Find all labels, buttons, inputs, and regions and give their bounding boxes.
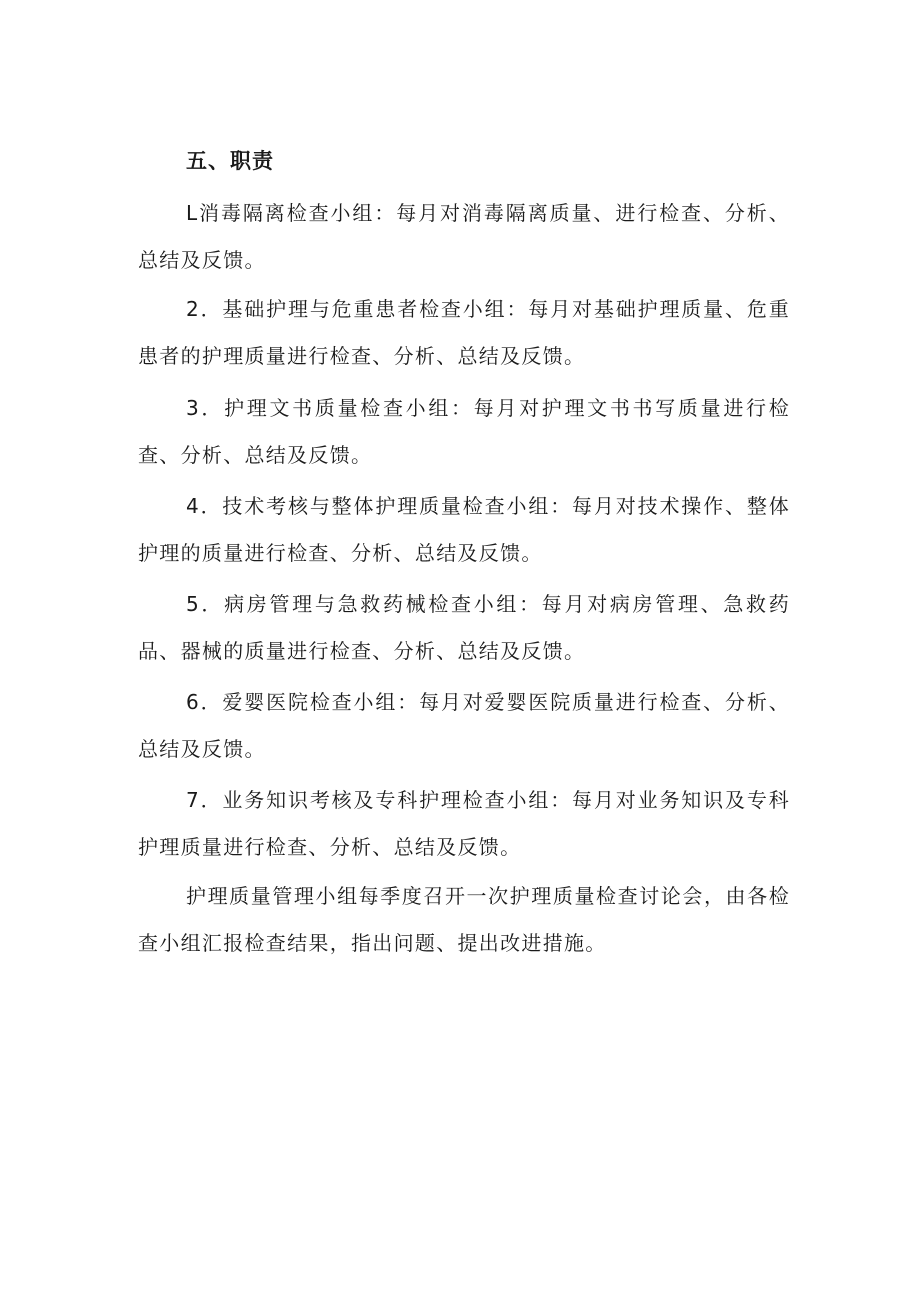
duty-paragraph-basic-care: 2．基础护理与危重患者检查小组：每月对基础护理质量、危重患者的护理质量进行检查、分析、总结及反馈。 [138, 297, 790, 368]
duty-paragraph-professional-knowledge: 7．业务知识考核及专科护理检查小组：每月对业务知识及专科护理质量进行检查、分析、总结及反馈。 [138, 788, 790, 859]
duty-paragraph-quarterly-meeting: 护理质量管理小组每季度召开一次护理质量检查讨论会，由各检查小组汇报检查结果，指出问题、提出改进措施。 [138, 884, 790, 955]
duty-paragraph-ward-management: 5．病房管理与急救药械检查小组：每月对病房管理、急救药品、器械的质量进行检查、分析、总结及反馈。 [138, 592, 790, 663]
duty-paragraph-baby-friendly-hospital: 6．爱婴医院检查小组：每月对爱婴医院质量进行检查、分析、总结及反馈。 [138, 690, 790, 761]
duty-paragraph-disinfection: L消毒隔离检查小组：每月对消毒隔离质量、进行检查、分析、总结及反馈。 [138, 201, 790, 272]
duty-paragraph-technical-assessment: 4．技术考核与整体护理质量检查小组：每月对技术操作、整体护理的质量进行检查、分析、总结及反馈。 [138, 494, 790, 565]
duty-paragraph-nursing-documents: 3．护理文书质量检查小组：每月对护理文书书写质量进行检查、分析、总结及反馈。 [138, 396, 790, 467]
section-heading: 五、职责 [186, 149, 274, 173]
